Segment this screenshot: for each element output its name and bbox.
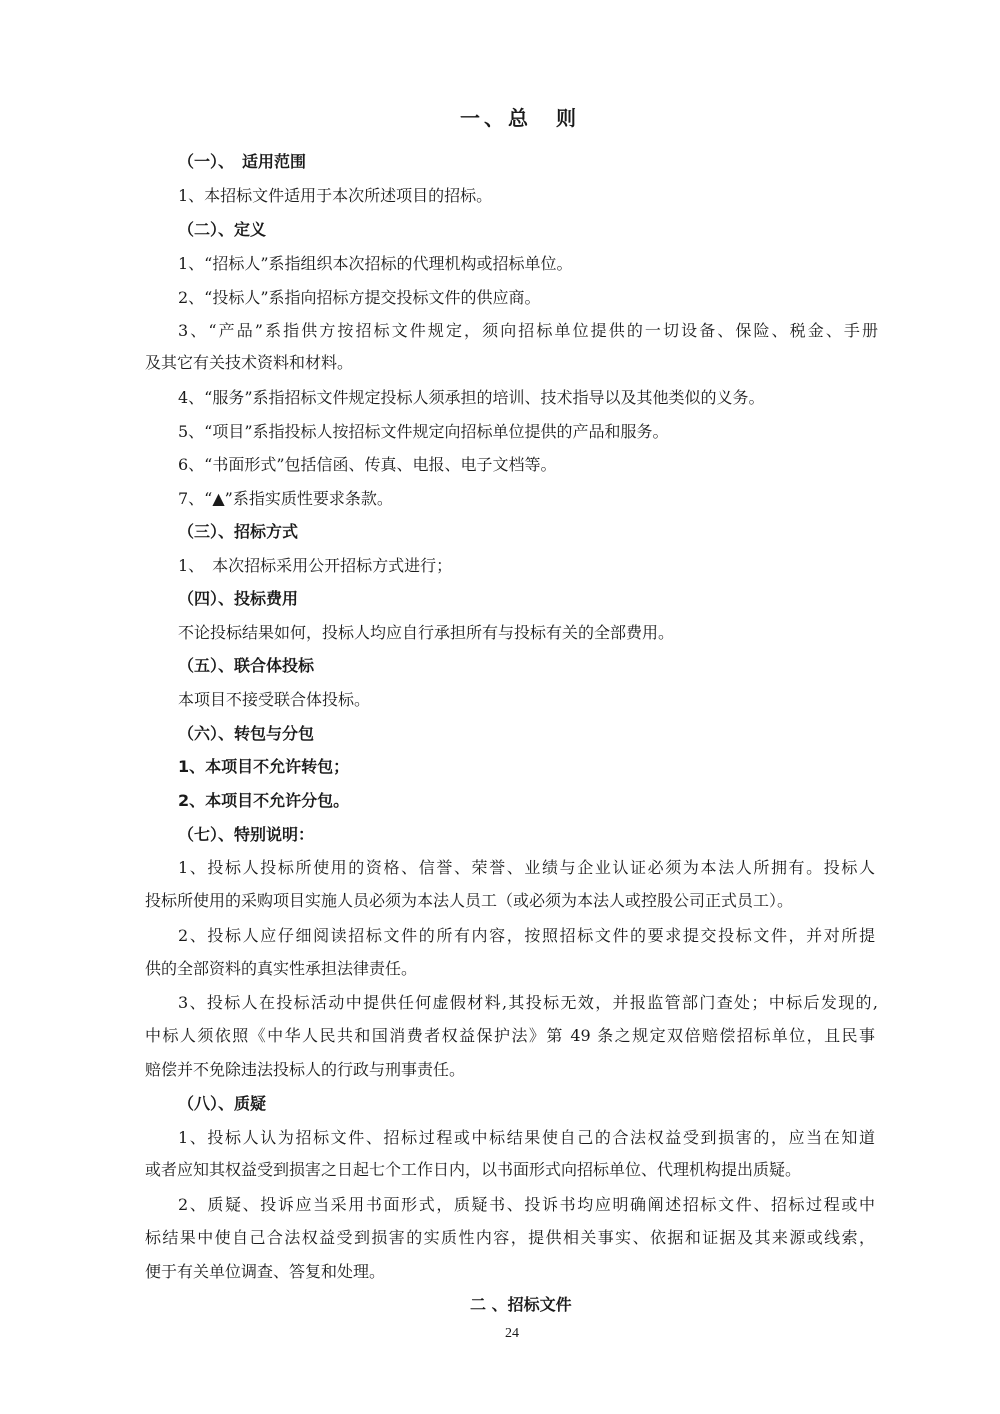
paragraph-line: 不论投标结果如何，投标人均应自行承担所有与投标有关的全部费用。	[178, 623, 675, 642]
paragraph-line: 2、本项目不允许分包。	[178, 791, 350, 810]
paragraph-line: 1、本招标文件适用于本次所述项目的招标。	[178, 186, 493, 205]
section-heading-3: （三）、招标方式	[178, 522, 299, 541]
paragraph-line: 赔偿并不免除违法投标人的行政与刑事责任。	[145, 1060, 466, 1079]
page-title: 一、总 则	[460, 106, 580, 130]
paragraph-line: 标结果中使自己合法权益受到损害的实质性内容，提供相关事实、依据和证据及其来源或线索，	[145, 1228, 875, 1247]
paragraph-line: 中标人须依照《中华人民共和国消费者权益保护法》第 49 条之规定双倍赔偿招标单位，且民事	[145, 1026, 875, 1045]
next-section-heading: 二 、招标文件	[470, 1295, 572, 1314]
paragraph-line: 2、质疑、投诉应当采用书面形式，质疑书、投诉书均应明确阐述招标文件、招标过程或中	[178, 1195, 875, 1214]
section-heading-8: （八）、质疑	[178, 1094, 267, 1113]
section-heading-1: （一）、 适用范围	[178, 152, 307, 171]
paragraph-line: 1、本项目不允许转包；	[178, 757, 350, 776]
paragraph-line: 供的全部资料的真实性承担法律责任。	[145, 959, 418, 978]
paragraph-line: 1、投标人投标所使用的资格、信誉、荣誉、业绩与企业认证必须为本法人所拥有。投标人	[178, 858, 875, 877]
paragraph-line: 6、“书面形式”包括信函、传真、电报、电子文档等。	[178, 455, 557, 474]
section-heading-6: （六）、转包与分包	[178, 724, 315, 743]
paragraph-line: 便于有关单位调查、答复和处理。	[145, 1262, 386, 1281]
paragraph-line: 1、 本次招标采用公开招标方式进行；	[178, 556, 453, 575]
paragraph-line: 1、“招标人”系指组织本次招标的代理机构或招标单位。	[178, 254, 573, 273]
paragraph-line: 7、“▲”系指实质性要求条款。	[178, 489, 393, 508]
section-heading-7: （七）、特别说明：	[178, 825, 315, 844]
page-number: 24	[505, 1326, 519, 1341]
section-heading-5: （五）、联合体投标	[178, 656, 315, 675]
paragraph-line: 2、投标人应仔细阅读招标文件的所有内容，按照招标文件的要求提交投标文件，并对所提	[178, 926, 875, 945]
paragraph-line: 或者应知其权益受到损害之日起七个工作日内，以书面形式向招标单位、代理机构提出质疑。	[145, 1160, 802, 1179]
section-heading-4: （四）、投标费用	[178, 589, 299, 608]
paragraph-line: 2、“投标人”系指向招标方提交投标文件的供应商。	[178, 288, 541, 307]
paragraph-line: 3、投标人在投标活动中提供任何虚假材料,其投标无效，并报监管部门查处；中标后发现的,	[178, 993, 878, 1012]
paragraph-line: 1、投标人认为招标文件、招标过程或中标结果使自己的合法权益受到损害的，应当在知道	[178, 1128, 875, 1147]
paragraph-line: 5、“项目”系指投标人按招标文件规定向招标单位提供的产品和服务。	[178, 422, 669, 441]
paragraph-line: 3、“产品”系指供方按招标文件规定，须向招标单位提供的一切设备、保险、税金、手册	[178, 321, 878, 340]
paragraph-line: 4、“服务”系指招标文件规定投标人须承担的培训、技术指导以及其他类似的义务。	[178, 388, 765, 407]
paragraph-line: 本项目不接受联合体投标。	[178, 690, 371, 709]
paragraph-line: 投标所使用的采购项目实施人员必须为本法人员工（或必须为本法人或控股公司正式员工）。	[145, 891, 794, 910]
paragraph-line: 及其它有关技术资料和材料。	[145, 353, 354, 372]
section-heading-2: （二）、定义	[178, 220, 267, 239]
